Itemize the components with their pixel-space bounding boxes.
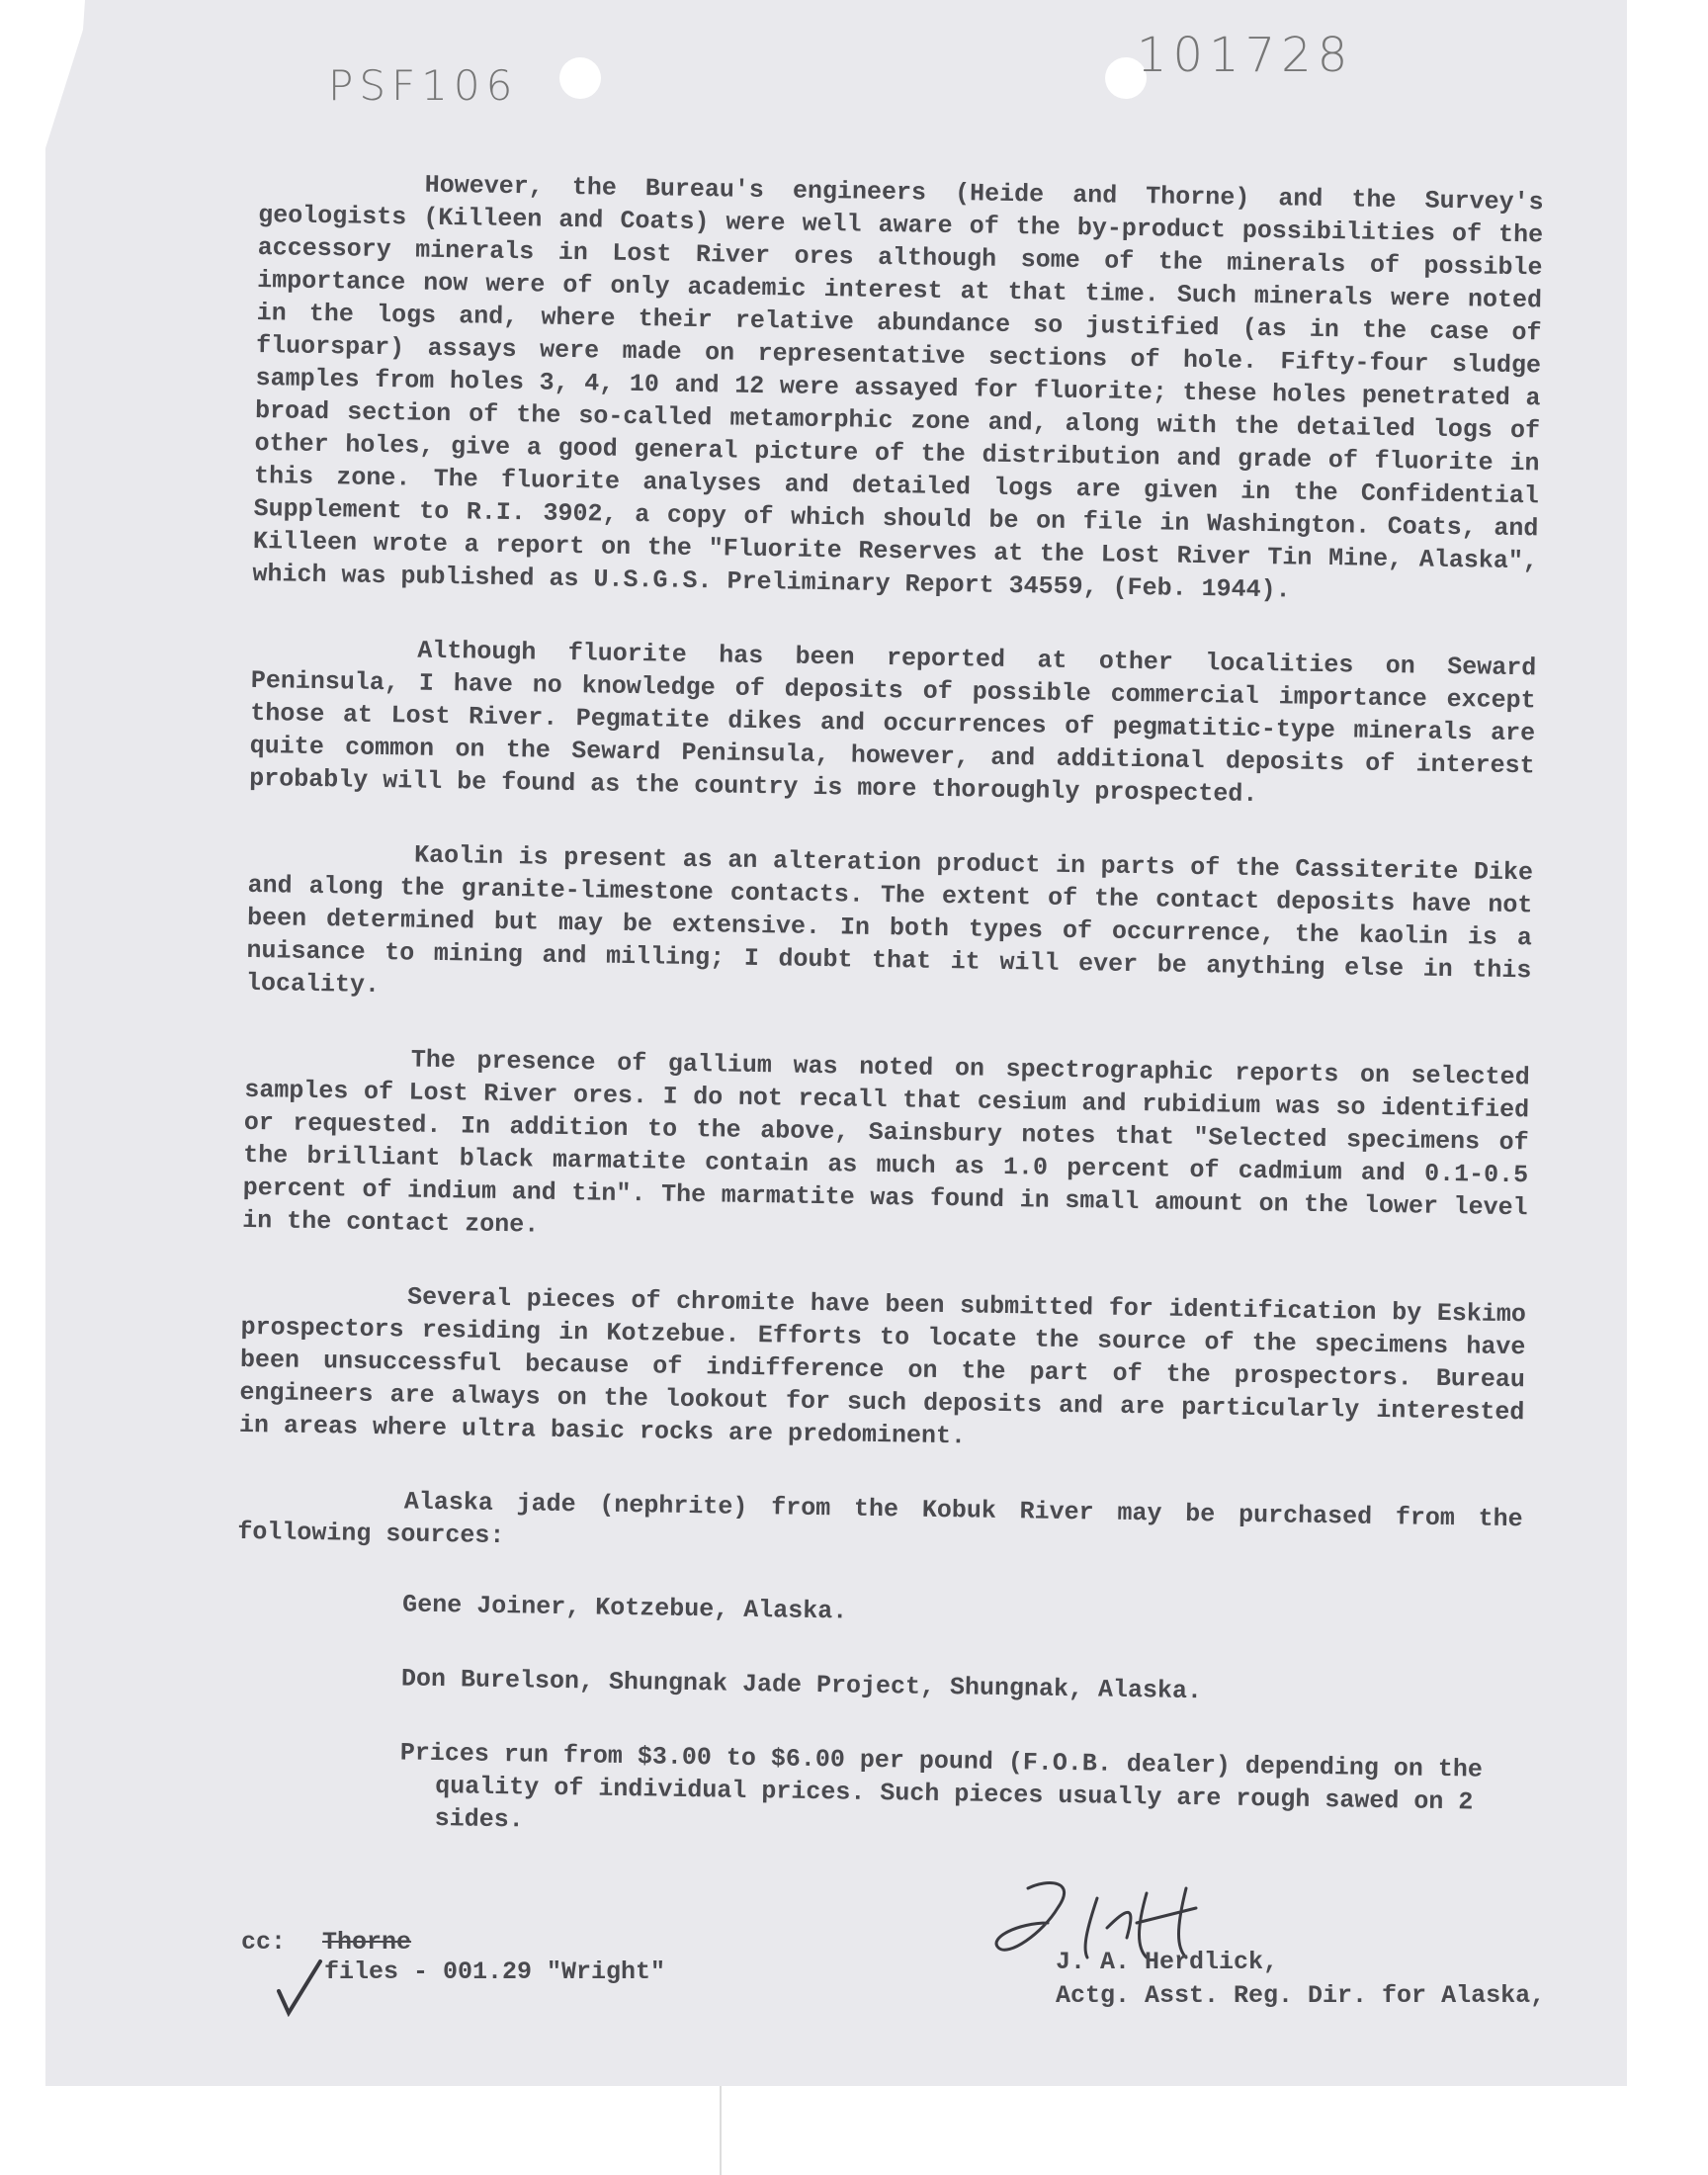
signature-initials xyxy=(1006,1882,1120,1916)
cc-recipient: Thorne xyxy=(322,1928,412,1957)
cc-files: files - 001.29 "Wright" xyxy=(324,1958,666,1986)
signer-name: J. A. Herdlick, xyxy=(1056,1948,1279,1976)
paragraph-fluorite-seward: Although fluorite has been reported at other localities on Seward Peninsula, I have no knowledge of deposits of possible commercial importance except those at Lost River. Pegmatite dikes and occurrences of pegmatitic-type minerals are quite common on the Seward Peninsula, however, and additional deposits of interest probably will be found as the country is more thoroughly prospected. xyxy=(249,636,1537,809)
source-item: Gene Joiner, Kotzebue, Alaska. xyxy=(401,1590,848,1626)
paragraph-gallium: The presence of gallium was noted on spectrographic reports on selected samples of Lost River ores. I do not recall that cesium and rubidium was so identified or requested. In addition to the above, Sainsbury notes that "Selected specimens of the brilliant black marmatite contain as much as 1.0 percent of cadmium and 0.1-0.5 percent of indium and tin". The marmatite was found in small amount on the lower level in the contact zone. xyxy=(242,1045,1530,1240)
paragraph-chromite: Several pieces of chromite have been submitted for identification by Eskimo prospectors residing in Kotzebue. Efforts to locate the source of the specimens have been unsuccessful because of indifference on the part of the prospectors. Bureau engineers are always on the lookout for such deposits and are particularly interested in areas where ultra basic rocks are predominent. xyxy=(238,1282,1527,1451)
source-item: Don Burelson, Shungnak Jade Project, Shungnak, Alaska. xyxy=(400,1664,1203,1706)
paragraph-kaolin: Kaolin is present as an alteration product in parts of the Cassiterite Dike and along the granite-limestone contacts. The extent of the contact deposits have not been determined but may be extensive. In both types of occurrence, the kaolin is a nuisance to mining and milling; I doubt that it will ever be anything else in this locality. xyxy=(245,840,1534,1000)
punch-hole-left xyxy=(559,57,601,99)
letter-body xyxy=(232,166,1544,1911)
paragraph-jade: Alaska jade (nephrite) from the Kobuk River may be purchased from the following sources: xyxy=(237,1487,1523,1551)
document-number: 101728 xyxy=(1137,28,1354,83)
cc-label: cc: xyxy=(241,1928,287,1957)
fold-line xyxy=(720,2086,722,2175)
cc-block xyxy=(241,1928,665,1987)
handwritten-file-code: PSF106 xyxy=(328,61,519,110)
paragraph-fluorite-survey: However, the Bureau's engineers (Heide and Thorne) and the Survey's geologists (Killeen and Coats) were well aware of the by-product possibilities of the accessory minerals in Lost River ores although some of the minerals of possible importance now were of only academic interest at that time. Such minerals were noted in the logs and, where their relative abundance so justified (as in the case of fluorspar) assays were made on representative sections of hole. Fifty-four sludge samples from holes 3, 4, 10 and 12 were assayed for fluorite; these holes penetrated a broad section of the so-called metamorphic zone and, along with the detailed logs of other holes, give a good general picture of the distribution and grade of fluorite in this zone. The fluorite analyses and detailed logs are given in the Confidential Supplement to R.I. 3902, a copy of which should be on file in Washington. Coats, and Killeen wrote a report on the "Fluorite Reserves at the Lost River Tin Mine, Alaska", which was published as U.S.G.S. Preliminary Report 34559, (Feb. 1944). xyxy=(252,170,1544,605)
prices-note: Prices run from $3.00 to $6.00 per pound (F.O.B. dealer) depending on the quality of individual prices. Such pieces usually are rough sawed on 2 sides. xyxy=(399,1738,1484,1835)
signature-block xyxy=(1056,1946,1545,2013)
signer-title: Actg. Asst. Reg. Dir. for Alaska, xyxy=(1056,1981,1546,2010)
